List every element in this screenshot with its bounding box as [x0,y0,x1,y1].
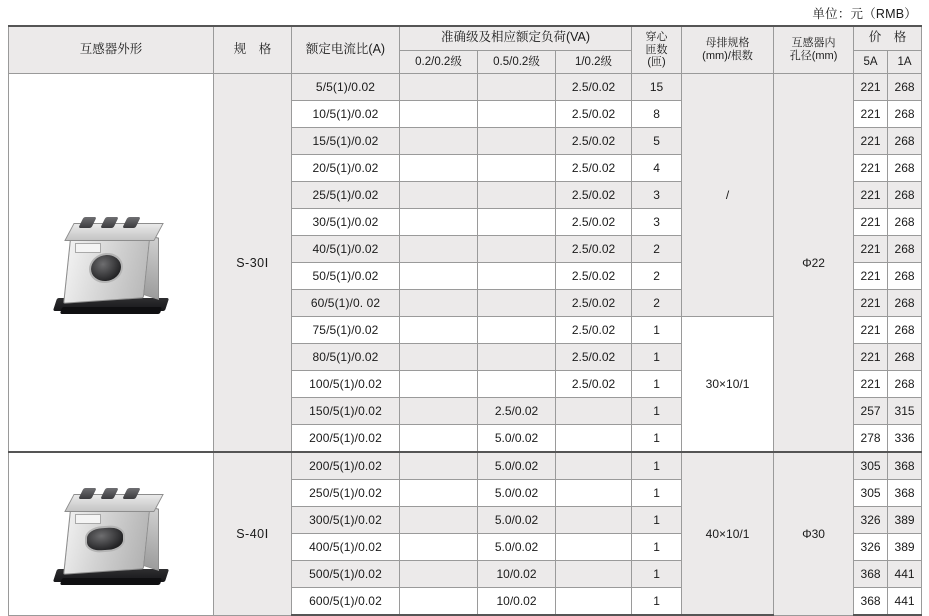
cell-accuracy-05 [478,317,556,344]
cell-accuracy-05 [478,74,556,101]
cell-price-1a: 268 [888,209,922,236]
transformer-price-table [8,25,922,616]
cell-accuracy-02 [400,480,478,507]
cell-accuracy-02 [400,236,478,263]
spec-model-cell: S-30Ⅰ [214,74,292,453]
cell-accuracy-05 [478,371,556,398]
cell-price-5a: 305 [854,480,888,507]
cell-price-5a: 221 [854,290,888,317]
cell-accuracy-05: 5.0/0.02 [478,425,556,453]
header-accuracy-group: 准确级及相应额定负荷(VA) [400,26,632,50]
cell-accuracy-1 [556,452,632,480]
cell-accuracy-02 [400,534,478,561]
cell-current-ratio: 200/5(1)/0.02 [292,452,400,480]
cell-turns: 1 [632,371,682,398]
header-ratio: 额定电流比(A) [292,26,400,74]
cell-price-1a: 268 [888,236,922,263]
cell-accuracy-1 [556,425,632,453]
cell-price-5a: 257 [854,398,888,425]
cell-turns: 4 [632,155,682,182]
cell-accuracy-1 [556,398,632,425]
cell-accuracy-1: 2.5/0.02 [556,182,632,209]
cell-price-1a: 336 [888,425,922,453]
cell-accuracy-05 [478,155,556,182]
cell-price-1a: 389 [888,534,922,561]
cell-price-1a: 268 [888,74,922,101]
header-acc-05: 0.5/0.2级 [478,50,556,74]
cell-price-1a: 368 [888,452,922,480]
header-acc-02: 0.2/0.2级 [400,50,478,74]
cell-busbar-spec: 40×10/1 [682,452,774,615]
transformer-image-cell [9,74,214,453]
cell-accuracy-02 [400,588,478,616]
header-turns-line2: 匝数 [645,43,668,56]
cell-accuracy-02 [400,452,478,480]
cell-accuracy-05 [478,209,556,236]
cell-current-ratio: 20/5(1)/0.02 [292,155,400,182]
cell-accuracy-1 [556,534,632,561]
cell-accuracy-1 [556,507,632,534]
transformer-image-cell [9,452,214,615]
cell-accuracy-05: 2.5/0.02 [478,398,556,425]
cell-turns: 8 [632,101,682,128]
cell-price-5a: 278 [854,425,888,453]
cell-price-1a: 268 [888,290,922,317]
cell-current-ratio: 50/5(1)/0.02 [292,263,400,290]
cell-accuracy-05: 5.0/0.02 [478,480,556,507]
cell-price-5a: 221 [854,236,888,263]
cell-turns: 1 [632,398,682,425]
cell-current-ratio: 80/5(1)/0.02 [292,344,400,371]
ct-s30i-photo [9,209,213,317]
header-price-5a: 5A [854,50,888,74]
header-price-group: 价 格 [854,26,922,50]
cell-accuracy-05: 10/0.02 [478,561,556,588]
header-hole-line2: 孔径(mm) [789,50,838,62]
cell-hole-diameter: Φ22 [774,74,854,453]
cell-accuracy-1 [556,480,632,507]
cell-price-5a: 305 [854,452,888,480]
cell-current-ratio: 60/5(1)/0. 02 [292,290,400,317]
cell-accuracy-1: 2.5/0.02 [556,317,632,344]
cell-price-1a: 268 [888,263,922,290]
cell-price-1a: 268 [888,155,922,182]
cell-accuracy-1: 2.5/0.02 [556,209,632,236]
cell-turns: 1 [632,344,682,371]
cell-current-ratio: 600/5(1)/0.02 [292,588,400,616]
cell-turns: 1 [632,534,682,561]
cell-turns: 3 [632,182,682,209]
header-turns-line3: (匝) [647,56,666,69]
cell-turns: 2 [632,263,682,290]
spec-model-cell: S-40Ⅰ [214,452,292,615]
cell-busbar-spec: / [682,74,774,317]
cell-price-1a: 368 [888,480,922,507]
cell-accuracy-02 [400,74,478,101]
cell-price-1a: 268 [888,182,922,209]
cell-accuracy-05 [478,290,556,317]
table-body [9,74,922,616]
cell-price-1a: 268 [888,371,922,398]
cell-current-ratio: 10/5(1)/0.02 [292,101,400,128]
cell-turns: 5 [632,128,682,155]
cell-turns: 3 [632,209,682,236]
cell-accuracy-05 [478,263,556,290]
cell-hole-diameter: Φ30 [774,452,854,615]
header-hole [774,26,854,74]
cell-price-1a: 441 [888,588,922,616]
cell-current-ratio: 15/5(1)/0.02 [292,128,400,155]
ct-s40i-photo [9,480,213,588]
cell-current-ratio: 75/5(1)/0.02 [292,317,400,344]
cell-turns: 1 [632,507,682,534]
cell-current-ratio: 40/5(1)/0.02 [292,236,400,263]
cell-turns: 2 [632,236,682,263]
header-spec: 规 格 [214,26,292,74]
cell-accuracy-02 [400,344,478,371]
table-header [9,26,922,74]
cell-accuracy-05: 10/0.02 [478,588,556,616]
cell-accuracy-05: 5.0/0.02 [478,534,556,561]
cell-accuracy-02 [400,371,478,398]
unit-note: 单位：元（RMB） [812,7,917,21]
cell-price-1a: 268 [888,317,922,344]
cell-price-5a: 221 [854,371,888,398]
header-hole-line1: 互感器内 [791,37,836,50]
cell-accuracy-05 [478,182,556,209]
cell-current-ratio: 250/5(1)/0.02 [292,480,400,507]
cell-accuracy-1: 2.5/0.02 [556,290,632,317]
cell-accuracy-02 [400,290,478,317]
cell-price-5a: 221 [854,101,888,128]
cell-accuracy-1: 2.5/0.02 [556,371,632,398]
cell-accuracy-05: 5.0/0.02 [478,507,556,534]
cell-turns: 1 [632,588,682,616]
cell-price-5a: 368 [854,588,888,616]
cell-price-5a: 221 [854,182,888,209]
header-shape: 互感器外形 [9,26,214,74]
cell-accuracy-1 [556,561,632,588]
header-busbar-line2: (mm)/根数 [702,50,753,62]
cell-price-1a: 268 [888,344,922,371]
cell-busbar-spec: 30×10/1 [682,317,774,453]
cell-price-1a: 268 [888,101,922,128]
cell-price-5a: 221 [854,209,888,236]
cell-price-5a: 221 [854,344,888,371]
cell-accuracy-05 [478,101,556,128]
cell-price-5a: 326 [854,534,888,561]
cell-turns: 1 [632,480,682,507]
cell-current-ratio: 500/5(1)/0.02 [292,561,400,588]
cell-accuracy-02 [400,128,478,155]
cell-accuracy-1 [556,588,632,616]
header-turns-line1: 穿心 [645,31,668,44]
cell-accuracy-02 [400,561,478,588]
cell-accuracy-1: 2.5/0.02 [556,128,632,155]
cell-accuracy-1: 2.5/0.02 [556,344,632,371]
cell-price-5a: 221 [854,155,888,182]
cell-accuracy-1: 2.5/0.02 [556,155,632,182]
cell-turns: 1 [632,425,682,453]
cell-price-5a: 221 [854,74,888,101]
cell-current-ratio: 300/5(1)/0.02 [292,507,400,534]
cell-turns: 1 [632,452,682,480]
cell-price-5a: 221 [854,317,888,344]
header-acc-1: 1/0.2级 [556,50,632,74]
header-busbar [682,26,774,74]
table-row [9,452,922,480]
cell-accuracy-02 [400,182,478,209]
cell-current-ratio: 400/5(1)/0.02 [292,534,400,561]
cell-turns: 1 [632,317,682,344]
cell-accuracy-02 [400,425,478,453]
header-price-1a: 1A [888,50,922,74]
cell-price-1a: 389 [888,507,922,534]
cell-accuracy-05: 5.0/0.02 [478,452,556,480]
header-busbar-line1: 母排规格 [705,37,750,50]
cell-accuracy-02 [400,507,478,534]
cell-price-5a: 221 [854,263,888,290]
cell-price-1a: 315 [888,398,922,425]
cell-accuracy-1: 2.5/0.02 [556,236,632,263]
cell-price-5a: 221 [854,128,888,155]
cell-turns: 15 [632,74,682,101]
cell-accuracy-02 [400,263,478,290]
cell-accuracy-02 [400,101,478,128]
cell-price-1a: 268 [888,128,922,155]
cell-current-ratio: 30/5(1)/0.02 [292,209,400,236]
cell-current-ratio: 200/5(1)/0.02 [292,425,400,453]
cell-accuracy-02 [400,209,478,236]
cell-accuracy-05 [478,128,556,155]
cell-accuracy-02 [400,398,478,425]
cell-price-5a: 326 [854,507,888,534]
cell-accuracy-1: 2.5/0.02 [556,101,632,128]
cell-turns: 1 [632,561,682,588]
cell-current-ratio: 100/5(1)/0.02 [292,371,400,398]
cell-accuracy-05 [478,236,556,263]
cell-price-5a: 368 [854,561,888,588]
cell-turns: 2 [632,290,682,317]
cell-accuracy-1: 2.5/0.02 [556,74,632,101]
cell-current-ratio: 5/5(1)/0.02 [292,74,400,101]
cell-price-1a: 441 [888,561,922,588]
cell-accuracy-05 [478,344,556,371]
cell-accuracy-02 [400,155,478,182]
cell-current-ratio: 25/5(1)/0.02 [292,182,400,209]
table-row [9,74,922,101]
cell-accuracy-1: 2.5/0.02 [556,263,632,290]
cell-current-ratio: 150/5(1)/0.02 [292,398,400,425]
cell-accuracy-02 [400,317,478,344]
header-turns [632,26,682,74]
